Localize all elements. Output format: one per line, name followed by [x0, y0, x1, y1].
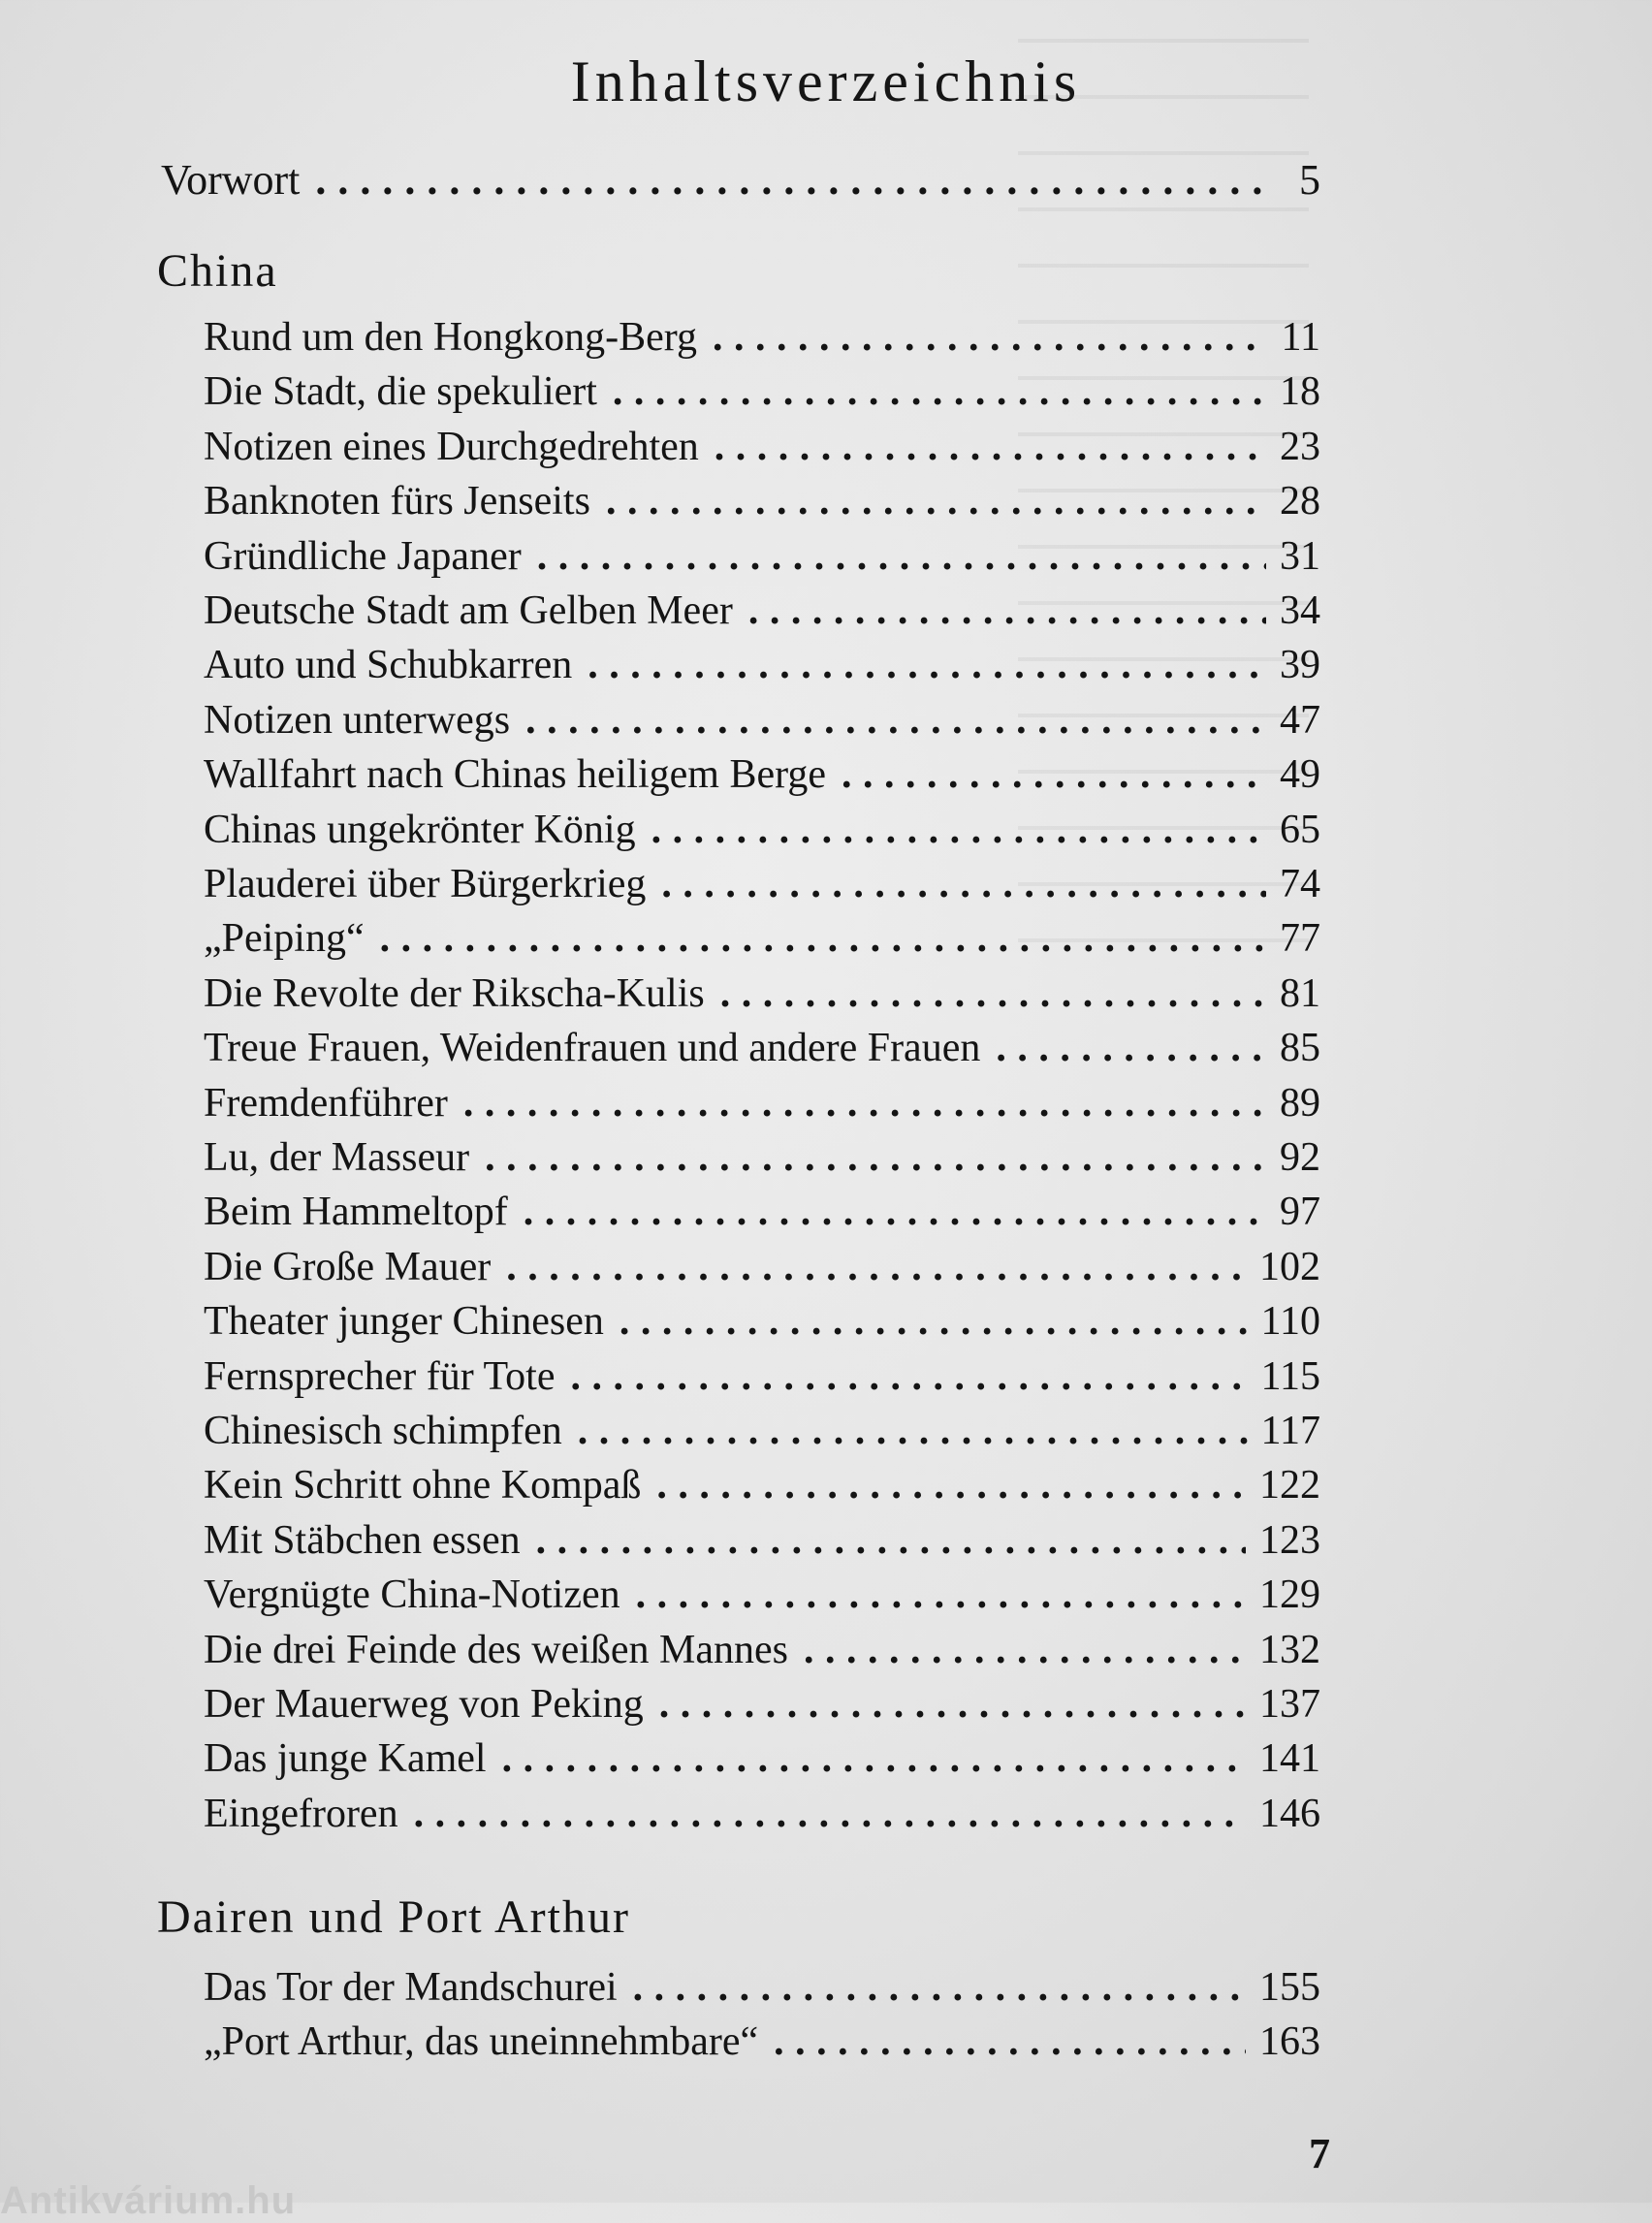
- toc-entry: [204, 1023, 1320, 1073]
- toc-entry-label: Fremdenführer: [204, 1080, 448, 1126]
- leader-dots: [636, 1570, 1246, 1620]
- toc-entry-page: 110: [1260, 1299, 1320, 1345]
- leader-dots: [463, 1078, 1266, 1128]
- toc-entry-label: Die Große Mauer: [204, 1244, 492, 1289]
- page-number: 7: [1309, 2130, 1330, 2177]
- toc-entry-page: 85: [1280, 1026, 1320, 1071]
- toc-entry-page: 163: [1259, 2019, 1320, 2065]
- leader-dots: [633, 1962, 1246, 2013]
- toc-entry-label: Banknoten fürs Jenseits: [204, 479, 590, 524]
- toc-entry-page: 137: [1259, 1682, 1320, 1727]
- watermark: Antikvárium.hu: [0, 2179, 297, 2222]
- toc-entry-label: Die drei Feinde des weißen Mannes: [204, 1627, 788, 1672]
- toc-entry-label: Deutsche Stadt am Gelben Meer: [204, 588, 733, 633]
- leader-dots: [588, 640, 1266, 690]
- toc-entry-page: 123: [1259, 1517, 1320, 1563]
- toc-entry-label: „Port Arthur, das uneinnehmbare“: [204, 2019, 759, 2065]
- toc-entry-page: 34: [1280, 588, 1320, 633]
- leader-dots: [659, 1679, 1246, 1730]
- leader-dots: [414, 1789, 1246, 1839]
- toc-entry-page: 132: [1259, 1627, 1320, 1672]
- toc-entry-page: 23: [1280, 424, 1320, 469]
- toc-entry: [204, 1515, 1320, 1566]
- toc-entry-label: Die Revolte der Rikscha-Kulis: [204, 970, 705, 1016]
- leader-dots: [620, 1296, 1248, 1347]
- leader-dots: [774, 2017, 1246, 2067]
- toc-entry-page: 92: [1280, 1135, 1320, 1180]
- toc-entry-label: Kein Schritt ohne Kompaß: [204, 1463, 642, 1508]
- toc-entry-page: 89: [1280, 1080, 1320, 1126]
- leader-dots: [315, 155, 1268, 206]
- toc-entry: [204, 1351, 1320, 1402]
- toc-entry-page: 31: [1280, 533, 1320, 579]
- toc-entry-label: Das Tor der Mandschurei: [204, 1965, 618, 2010]
- page-title: Inhaltsverzeichnis: [570, 49, 1082, 113]
- leader-dots: [537, 531, 1266, 582]
- toc-entry-preface: [161, 155, 1320, 206]
- toc-entry-page: 18: [1280, 369, 1320, 415]
- toc-entry: [204, 1187, 1320, 1237]
- leader-dots: [502, 1733, 1246, 1784]
- leader-dots: [613, 366, 1266, 417]
- toc-entry-page: 65: [1280, 807, 1320, 852]
- toc-entry-page: 77: [1280, 916, 1320, 962]
- leader-dots: [525, 695, 1266, 746]
- toc-entry: [204, 422, 1320, 472]
- toc-entry-page: 81: [1280, 970, 1320, 1016]
- toc-entry-page: 122: [1259, 1463, 1320, 1508]
- toc-entry-label: Rund um den Hongkong-Berg: [204, 315, 698, 360]
- leader-dots: [570, 1351, 1247, 1402]
- leader-dots: [651, 805, 1266, 855]
- leader-dots: [842, 749, 1266, 800]
- toc-entry-page: 47: [1280, 697, 1320, 743]
- section-heading-china: China: [157, 245, 278, 297]
- toc-entry-label: Vorwort: [161, 156, 301, 204]
- toc-entry-label: Notizen unterwegs: [204, 697, 511, 743]
- toc-entry: [204, 749, 1320, 800]
- toc-entry-label: Eingefroren: [204, 1791, 398, 1836]
- toc-entry: [204, 1625, 1320, 1675]
- toc-entry: [204, 1242, 1320, 1292]
- toc-entry-label: Die Stadt, die spekuliert: [204, 369, 597, 415]
- toc-entry-label: Lu, der Masseur: [204, 1135, 470, 1180]
- leader-dots: [506, 1242, 1246, 1292]
- toc-entry-label: Der Mauerweg von Peking: [204, 1682, 644, 1727]
- toc-entry: [204, 1962, 1320, 2013]
- toc-entry-label: Treue Frauen, Weidenfrauen und andere Frauen: [204, 1026, 981, 1071]
- toc-entry: [204, 586, 1320, 636]
- toc-entry-label: Beim Hammeltopf: [204, 1190, 508, 1235]
- toc-entry: [204, 805, 1320, 855]
- toc-entry-label: Chinas ungekrönter König: [204, 807, 636, 852]
- toc-entry: [204, 1296, 1320, 1347]
- section-heading-dairen: Dairen und Port Arthur: [157, 1891, 630, 1943]
- toc-entry-page: 155: [1259, 1965, 1320, 2010]
- toc-entry: [204, 2017, 1320, 2067]
- toc-entry: [204, 969, 1320, 1019]
- toc-entry-label: Chinesisch schimpfen: [204, 1409, 562, 1453]
- leader-dots: [656, 1460, 1246, 1510]
- toc-entry-page: 39: [1280, 643, 1320, 688]
- toc-entry-label: Auto und Schubkarren: [204, 643, 573, 688]
- leader-dots: [996, 1023, 1266, 1073]
- toc-entry-label: Das junge Kamel: [204, 1736, 487, 1782]
- toc-entry-page: 141: [1259, 1736, 1320, 1782]
- toc-entry: [204, 1460, 1320, 1510]
- toc-entry: [204, 1789, 1320, 1839]
- toc-entry: [204, 913, 1320, 964]
- leader-dots: [380, 913, 1266, 964]
- toc-entry: [204, 1733, 1320, 1784]
- leader-dots: [748, 586, 1266, 636]
- leader-dots: [524, 1187, 1266, 1237]
- toc-entry-label: Notizen eines Durchgedrehten: [204, 424, 699, 469]
- toc-entry-label: Mit Stäbchen essen: [204, 1517, 521, 1563]
- toc-entry-page: 28: [1280, 479, 1320, 524]
- leader-dots: [713, 312, 1268, 363]
- toc-entry: [204, 1078, 1320, 1128]
- toc-entry-page: 11: [1281, 315, 1320, 360]
- toc-entry-label: „Peiping“: [204, 916, 365, 962]
- toc-entry-label: Gründliche Japaner: [204, 533, 522, 579]
- toc-entry: [204, 366, 1320, 417]
- leader-dots: [804, 1625, 1246, 1675]
- toc-entry-page: 115: [1260, 1353, 1320, 1399]
- toc-entry: [204, 859, 1320, 909]
- toc-entry-page: 117: [1260, 1409, 1320, 1453]
- toc-entry-page: 97: [1280, 1190, 1320, 1235]
- toc-entry-page: 5: [1299, 156, 1320, 204]
- toc-entry-label: Fernsprecher für Tote: [204, 1353, 556, 1399]
- toc-entry: [204, 1132, 1320, 1183]
- leader-dots: [715, 422, 1266, 472]
- leader-dots: [661, 859, 1266, 909]
- toc-entry: [204, 695, 1320, 746]
- toc-entry-page: 102: [1259, 1244, 1320, 1289]
- toc-entry-label: Plauderei über Bürgerkrieg: [204, 862, 647, 906]
- toc-entry-label: Vergnügte China-Notizen: [204, 1572, 620, 1618]
- leader-dots: [536, 1515, 1246, 1566]
- toc-entry: [204, 640, 1320, 690]
- leader-dots: [578, 1406, 1248, 1456]
- toc-entry-page: 74: [1280, 862, 1320, 906]
- toc-entry: [204, 531, 1320, 582]
- toc-entry-page: 49: [1280, 752, 1320, 798]
- leader-dots: [485, 1132, 1266, 1183]
- toc-entry: [204, 476, 1320, 526]
- toc-entry-page: 129: [1259, 1572, 1320, 1618]
- toc-entry-label: Wallfahrt nach Chinas heiligem Berge: [204, 752, 826, 798]
- toc-entry-label: Theater junger Chinesen: [204, 1299, 604, 1345]
- toc-entry: [204, 1570, 1320, 1620]
- toc-entry: [204, 1406, 1320, 1456]
- leader-dots: [720, 969, 1266, 1019]
- toc-entry-page: 146: [1259, 1791, 1320, 1836]
- toc-entry: [204, 312, 1320, 363]
- leader-dots: [606, 476, 1266, 526]
- toc-entry: [204, 1679, 1320, 1730]
